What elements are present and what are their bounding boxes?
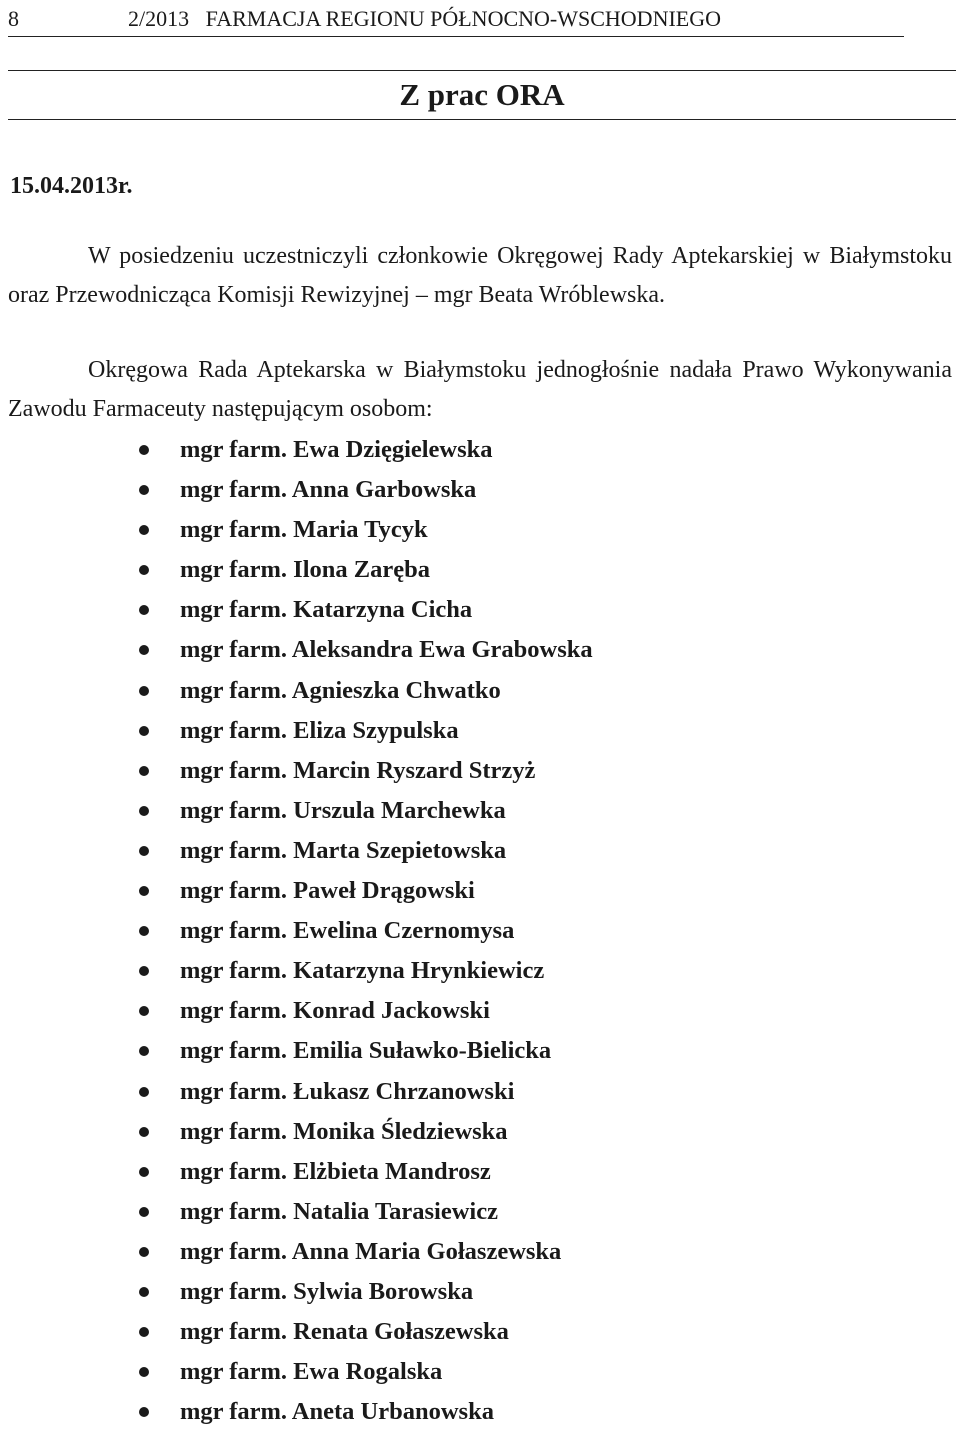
list-item — [0, 1232, 593, 1272]
decision-paragraph: Okręgowa Rada Aptekarska w Białymstoku jednogłośnie nadała Prawo Wykonywania Zawodu Farmaceuty następującym osobom: — [8, 357, 952, 422]
list-item — [0, 1392, 593, 1432]
pharmacist-name: mgr farm. Marcin Ryszard Strzyż — [180, 756, 536, 784]
list-item — [0, 951, 593, 991]
list-item — [0, 510, 593, 550]
list-item — [0, 1112, 593, 1152]
bullet-icon — [139, 1407, 149, 1417]
journal-issue-title: 2/2013 FARMACJA REGIONU PÓŁNOCNO-WSCHODNIEGO — [128, 6, 722, 31]
list-item — [0, 711, 593, 751]
list-item — [0, 911, 593, 951]
pharmacist-name: mgr farm. Ewelina Czernomysa — [180, 917, 515, 945]
bullet-icon — [139, 445, 149, 455]
list-item — [0, 1072, 593, 1112]
pharmacist-name: mgr farm. Maria Tycyk — [180, 516, 428, 544]
page-number: 8 — [8, 6, 19, 31]
bullet-icon — [139, 846, 149, 856]
list-item — [0, 430, 593, 470]
bullet-icon — [139, 766, 149, 776]
list-item — [0, 590, 593, 630]
list-item — [0, 791, 593, 831]
pharmacist-name: mgr farm. Aleksandra Ewa Grabowska — [180, 636, 593, 664]
list-item — [0, 470, 593, 510]
bullet-icon — [139, 1207, 149, 1217]
pharmacist-name: mgr farm. Emilia Suławko-Bielicka — [180, 1037, 552, 1065]
list-item — [0, 1352, 593, 1392]
pharmacist-name: mgr farm. Eliza Szypulska — [180, 716, 459, 744]
bullet-icon — [139, 525, 149, 535]
pharmacist-name: mgr farm. Marta Szepietowska — [180, 836, 507, 864]
bullet-icon — [139, 485, 149, 495]
licensed-pharmacists-list — [0, 430, 593, 1432]
list-item — [0, 550, 593, 590]
bullet-icon — [139, 966, 149, 976]
bullet-icon — [139, 1127, 149, 1137]
running-header — [8, 4, 904, 37]
bullet-icon — [139, 1287, 149, 1297]
pharmacist-name: mgr farm. Renata Gołaszewska — [180, 1318, 509, 1346]
pharmacist-name: mgr farm. Katarzyna Cicha — [180, 596, 473, 624]
pharmacist-name: mgr farm. Urszula Marchewka — [180, 796, 506, 824]
pharmacist-name: mgr farm. Monika Śledziewska — [180, 1117, 508, 1145]
list-item — [0, 871, 593, 911]
pharmacist-name: mgr farm. Konrad Jackowski — [180, 997, 490, 1025]
bullet-icon — [139, 1327, 149, 1337]
list-item — [0, 831, 593, 871]
bullet-icon — [139, 1367, 149, 1377]
pharmacist-name: mgr farm. Elżbieta Mandrosz — [180, 1157, 491, 1185]
pharmacist-name: mgr farm. Natalia Tarasiewicz — [180, 1197, 498, 1225]
section-title-text: Z prac ORA — [399, 77, 565, 112]
pharmacist-name: mgr farm. Łukasz Chrzanowski — [180, 1077, 515, 1105]
pharmacist-name: mgr farm. Katarzyna Hrynkiewicz — [180, 957, 545, 985]
list-item — [0, 1312, 593, 1352]
bullet-icon — [139, 806, 149, 816]
bullet-icon — [139, 605, 149, 615]
bullet-icon — [139, 926, 149, 936]
list-item — [0, 671, 593, 711]
list-item — [0, 630, 593, 670]
pharmacist-name: mgr farm. Ewa Rogalska — [180, 1358, 443, 1386]
pharmacist-name: mgr farm. Anna Maria Gołaszewska — [180, 1237, 562, 1265]
pharmacist-name: mgr farm. Ewa Dzięgielewska — [180, 436, 493, 463]
pharmacist-name: mgr farm. Anna Garbowska — [180, 476, 477, 504]
pharmacist-name: mgr farm. Agnieszka Chwatko — [180, 676, 501, 704]
attendance-paragraph: W posiedzeniu uczestniczyli członkowie Okręgowej Rady Aptekarskiej w Białymstoku oraz Przewodnicząca Komisji Rewizyjnej – mgr Beata Wróblewska. — [8, 243, 952, 308]
bullet-icon — [139, 1247, 149, 1257]
meeting-date: 15.04.2013r. — [10, 173, 133, 199]
list-item — [0, 1031, 593, 1071]
pharmacist-name: mgr farm. Paweł Drągowski — [180, 877, 475, 905]
bullet-icon — [139, 565, 149, 575]
bullet-icon — [139, 726, 149, 736]
bullet-icon — [139, 1046, 149, 1056]
pharmacist-name: mgr farm. Aneta Urbanowska — [180, 1398, 494, 1426]
bullet-icon — [139, 645, 149, 655]
bullet-icon — [139, 1167, 149, 1177]
list-item — [0, 1192, 593, 1232]
list-item — [0, 1152, 593, 1192]
list-item — [0, 1272, 593, 1312]
bullet-icon — [139, 1006, 149, 1016]
list-item — [0, 751, 593, 791]
pharmacist-name: mgr farm. Sylwia Borowska — [180, 1277, 474, 1305]
section-title — [8, 70, 956, 120]
bullet-icon — [139, 1087, 149, 1097]
bullet-icon — [139, 686, 149, 696]
bullet-icon — [139, 886, 149, 896]
list-item — [0, 991, 593, 1031]
pharmacist-name: mgr farm. Ilona Zaręba — [180, 556, 430, 584]
